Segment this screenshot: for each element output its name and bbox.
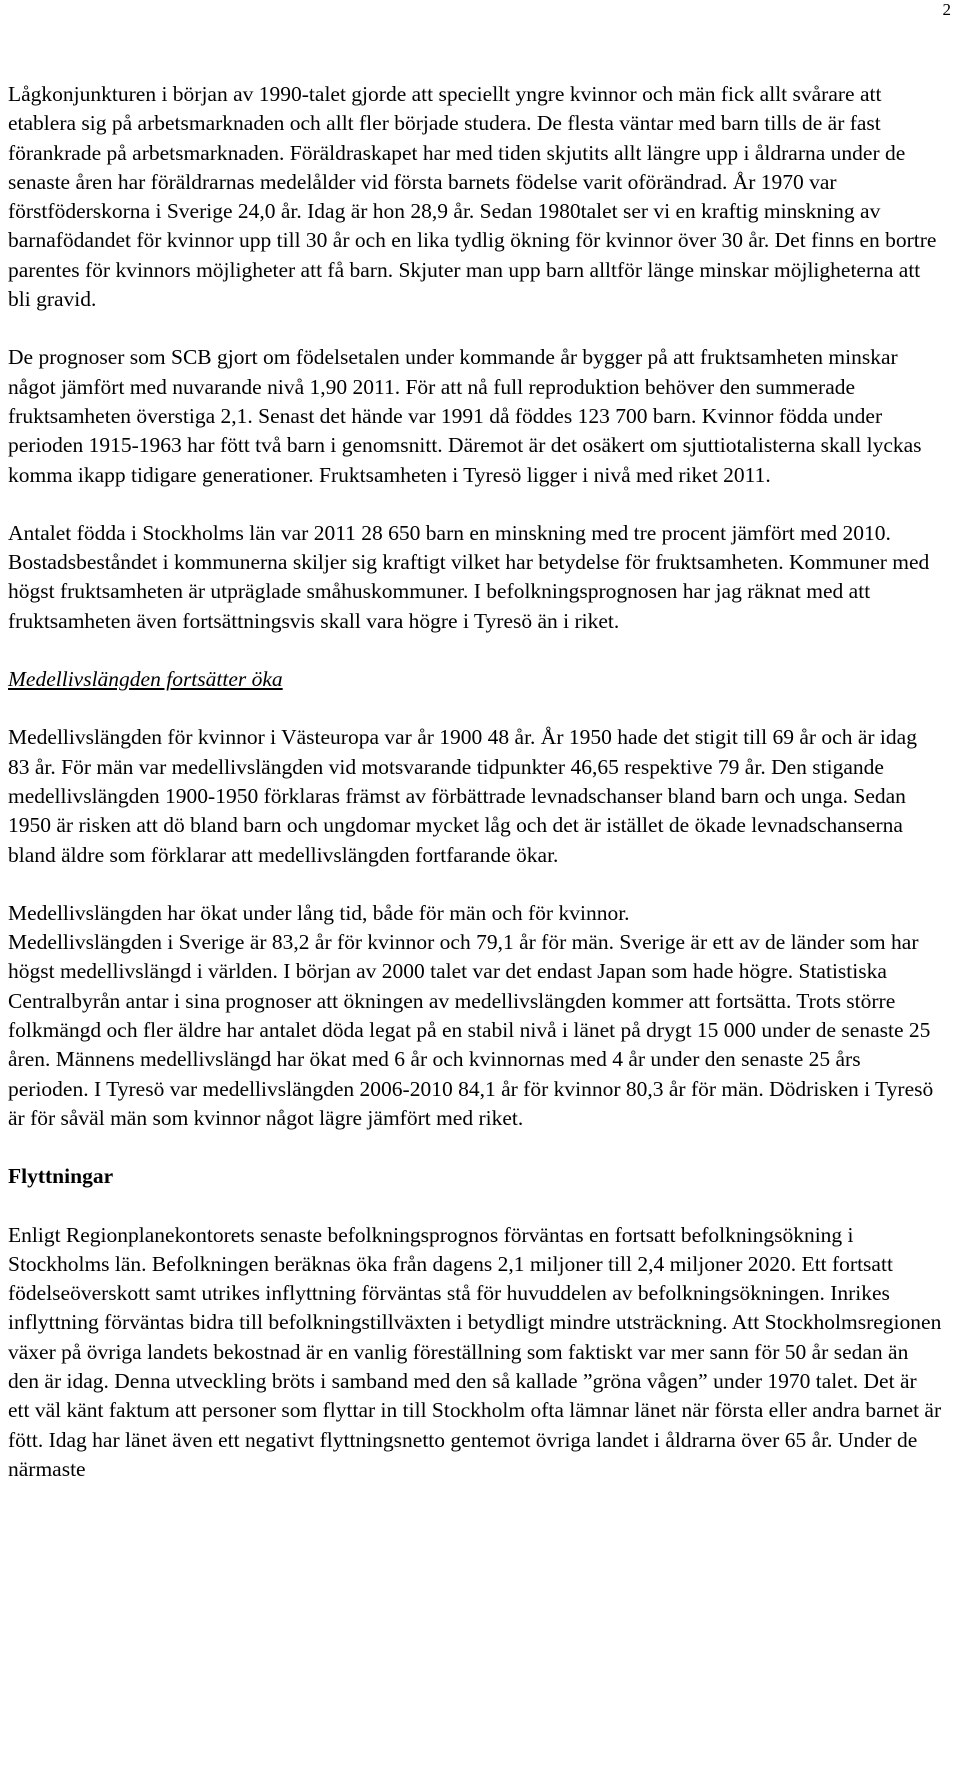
document-body	[8, 80, 943, 1484]
paragraph-life-expectancy-sweden: Medellivslängden i Sverige är 83,2 år för kvinnor och 79,1 år för män. Sverige är ett av de länder som har högst medellivslängd i världen. I början av 2000 talet var det endast Japan som hade högre. Statistiska Centralbyrån antar i sina prognoser att ökningen av medellivslängden kommer att fortsätta. Trots större folkmängd och fler äldre har antalet döda legat på en stabil nivå i länet på drygt 15 000 under de senaste 25 åren. Männens medellivslängd har ökat med 6 år och kvinnornas med 4 år under den senaste 25 års perioden. I Tyresö var medellivslängden 2006-2010 84,1 år för kvinnor 80,3 år för män. Dödrisken i Tyresö är för såväl män som kvinnor något lägre jämfört med riket.	[8, 930, 934, 1130]
section-heading-life-expectancy: Medellivslängden fortsätter öka	[8, 667, 283, 692]
paragraph-fertility-forecast: De prognoser som SCB gjort om födelsetalen under kommande år bygger på att fruktsamheten minskar något jämfört med nuvarande nivå 1,90 2011. För att nå full reproduktion behöver den summerade fruktsamheten överstiga 2,1. Senast det hände var 1991 då föddes 123 700 barn. Kvinnor födda under perioden 1915-1963 har fött två barn i genomsnitt. Däremot är det osäkert om sjuttiotalisterna skall lyckas komma ikapp tidigare generationer. Fruktsamheten i Tyresö ligger i nivå med riket 2011.	[8, 345, 922, 487]
paragraph-first-births: Lågkonjunkturen i början av 1990-talet gjorde att speciellt yngre kvinnor och män fick allt svårare att etablera sig på arbetsmarknaden och allt fler började studera. De flesta väntar med barn tills de är fast förankrade på arbetsmarknaden. Föräldraskapet har med tiden skjutits allt längre upp i åldrarna under de senaste åren har föräldrarnas medelålder vid första barnets födelse varit oförändrad. År 1970 var förstföderskorna i Sverige 24,0 år. Idag är hon 28,9 år. Sedan 1980talet ser vi en kraftig minskning av barnafödandet för kvinnor upp till 30 år och en lika tydlig ökning för kvinnor över 30 år. Det finns en bortre parentes för kvinnors möjligheter att få barn. Skjuter man upp barn alltför länge minskar möjligheterna att bli gravid.	[8, 82, 937, 312]
paragraph-stockholm-births: Antalet födda i Stockholms län var 2011 28 650 barn en minskning med tre procent jämfört med 2010. Bostadsbeståndet i kommunerna skiljer sig kraftigt vilket har betydelse för fruktsamheten. Kommuner med högst fruktsamheten är utpräglade småhuskommuner. I befolkningsprognosen har jag räknat med att fruktsamheten även fortsättningsvis skall vara högre i Tyresö än i riket.	[8, 520, 930, 633]
section-heading-migration: Flyttningar	[8, 1164, 114, 1189]
paragraph-life-expectancy-history: Medellivslängden för kvinnor i Västeuropa var år 1900 48 år. År 1950 hade det stigit till 69 år och är idag 83 år. För män var medellivslängden vid motsvarande tidpunkter 46,65 respektive 79 år. Den stigande medellivslängden 1900-1950 förklaras främst av förbättrade levnadschanser bland barn och unga. Sedan 1950 är risken att dö bland barn och ungdomar mycket låg och det är istället de ökade levnadschanserna bland äldre som förklarar att medellivslängden fortfarande ökar.	[8, 725, 917, 867]
paragraph-migration: Enligt Regionplanekontorets senaste befolkningsprognos förväntas en fortsatt befolkningsökning i Stockholms län. Befolkningen beräknas öka från dagens 2,1 miljoner till 2,4 miljoner 2020. Ett fortsatt födelseöverskott samt utrikes inflyttning förväntas stå för huvuddelen av befolkningsökningen. Inrikes inflyttning förväntas bidra till befolkningstillväxten i betydligt mindre utsträckning. Att Stockholmsregionen växer på övriga landets bekostnad är en vanlig föreställning som faktiskt var mer sann för 50 år sedan än den är idag. Denna utveckling bröts i samband med den så kallade ”gröna vågen” under 1970 talet. Det är ett väl känt faktum att personer som flyttar in till Stockholm ofta lämnar länet när första eller andra barnet är fött. Idag har länet även ett negativt flyttningsnetto gentemot övriga landet i åldrarna över 65 år. Under de närmaste	[8, 1222, 942, 1481]
page-number: 2	[942, 0, 951, 19]
paragraph-life-expectancy-increase: Medellivslängden har ökat under lång tid, både för män och för kvinnor.	[8, 900, 630, 925]
